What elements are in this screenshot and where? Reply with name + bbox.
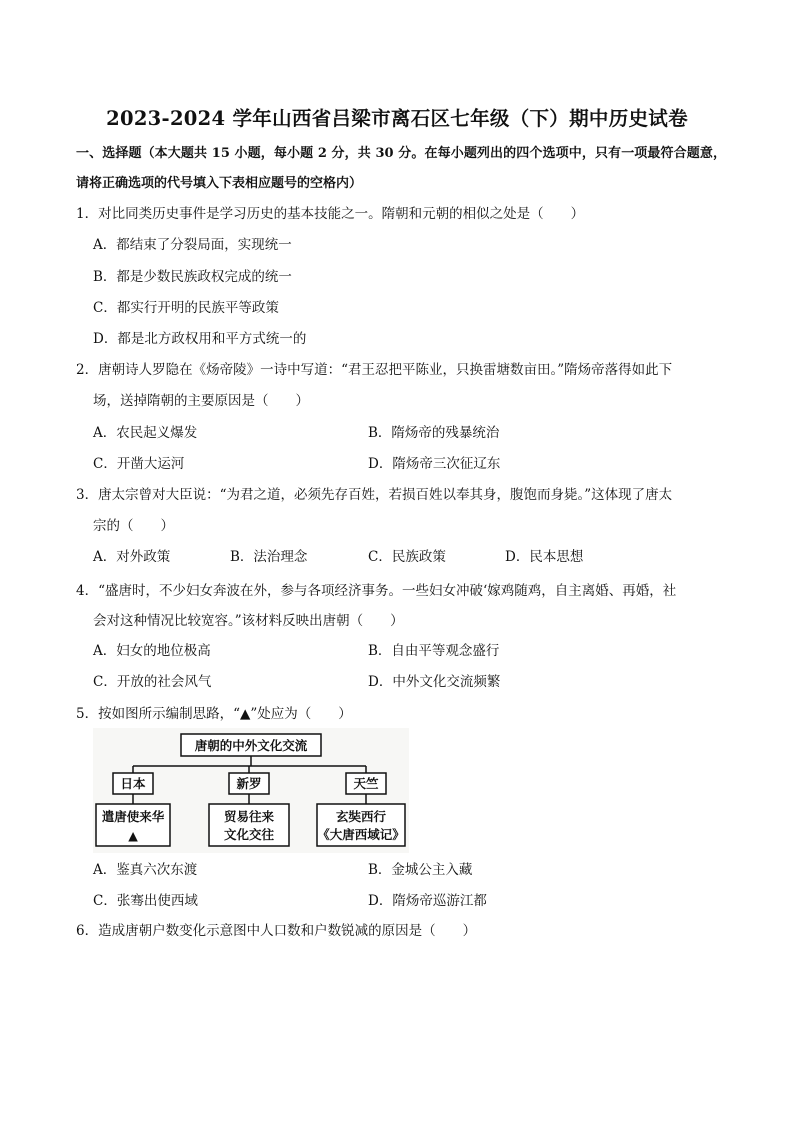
diagram-detail-silla-1: 贸易往来 bbox=[223, 809, 275, 824]
diagram-country-tianzhu: 天竺 bbox=[353, 776, 379, 791]
question-stem-line-1: 4．“盛唐时，不少妇女奔波在外，参与各项经济事务。一些妇女冲破‘嫁鸡随鸡，自主离婚、再婚，社 bbox=[76, 583, 677, 599]
option-d: D．民本思想 bbox=[505, 549, 584, 565]
option-b: B．都是少数民族政权完成的统一 bbox=[93, 269, 292, 285]
option-d: D．隋炀帝三次征辽东 bbox=[368, 456, 501, 472]
question-stem-line-2: 场，送掉隋朝的主要原因是（ ） bbox=[93, 393, 309, 409]
diagram-detail-japan-1: 遣唐使来华 bbox=[101, 809, 165, 824]
section-heading: 一、选择题（本大题共 15 小题，每小题 2 分，共 30 分。在每小题列出的四个选项中，只有一项最符合题意，请将正确选项的代号填入下表相应题号的空格内） bbox=[76, 146, 726, 191]
option-c: C．开放的社会风气 bbox=[93, 674, 212, 690]
option-c: C．都实行开明的民族平等政策 bbox=[93, 300, 279, 316]
option-c: C．开凿大运河 bbox=[93, 456, 185, 472]
option-b: B．隋炀帝的残暴统治 bbox=[368, 425, 500, 441]
option-a: A．对外政策 bbox=[93, 549, 171, 565]
option-d: D．都是北方政权用和平方式统一的 bbox=[93, 331, 307, 347]
option-b: B．法治理念 bbox=[230, 549, 308, 565]
option-c: C．民族政策 bbox=[368, 549, 446, 565]
question-stem-line-2: 宗的（ ） bbox=[93, 518, 174, 534]
diagram-country-japan: 日本 bbox=[120, 776, 146, 791]
question-stem: 6．造成唐朝户数变化示意图中人口数和户数锐减的原因是（ ） bbox=[76, 923, 477, 939]
diagram-detail-tianzhu-1: 玄奘西行 bbox=[335, 809, 387, 824]
question-stem-line-1: 3．唐太宗曾对大臣说：“为君之道，必须先存百姓，若损百姓以奉其身，腹饱而身毙。”这体现了唐太 bbox=[76, 487, 673, 503]
exchange-diagram bbox=[93, 728, 409, 853]
option-a: A．都结束了分裂局面，实现统一 bbox=[93, 237, 292, 253]
option-a: A．农民起义爆发 bbox=[93, 425, 198, 441]
option-d: D．中外文化交流频繁 bbox=[368, 674, 501, 690]
diagram-detail-tianzhu-2: 《大唐西域记》 bbox=[317, 827, 405, 842]
option-b: B．金城公主入藏 bbox=[368, 862, 473, 878]
option-a: A．鉴真六次东渡 bbox=[93, 862, 198, 878]
diagram-svg bbox=[93, 728, 409, 853]
question-stem: 1．对比同类历史事件是学习历史的基本技能之一。隋朝和元朝的相似之处是（ ） bbox=[76, 206, 585, 222]
option-c: C．张骞出使西域 bbox=[93, 893, 198, 909]
diagram-detail-silla-2: 文化交往 bbox=[223, 827, 275, 842]
option-a: A．妇女的地位极高 bbox=[93, 643, 211, 659]
option-b: B．自由平等观念盛行 bbox=[368, 643, 500, 659]
question-stem-line-1: 2．唐朝诗人罗隐在《炀帝陵》一诗中写道：“君王忍把平陈业，只换雷塘数亩田。”隋炀帝落得如此下 bbox=[76, 362, 673, 378]
question-stem-line-2: 会对这种情况比较宽容。”该材料反映出唐朝（ ） bbox=[93, 613, 404, 629]
page-title: 2023-2024 学年山西省吕梁市离石区七年级（下）期中历史试卷 bbox=[106, 107, 688, 130]
diagram-root-label: 唐朝的中外文化交流 bbox=[194, 738, 308, 753]
diagram-country-silla: 新罗 bbox=[236, 776, 262, 791]
option-d: D．隋炀帝巡游江都 bbox=[368, 893, 487, 909]
diagram-detail-japan-2: ▲ bbox=[128, 828, 138, 843]
question-stem: 5．按如图所示编制思路，“▲”处应为（ ） bbox=[76, 706, 352, 722]
